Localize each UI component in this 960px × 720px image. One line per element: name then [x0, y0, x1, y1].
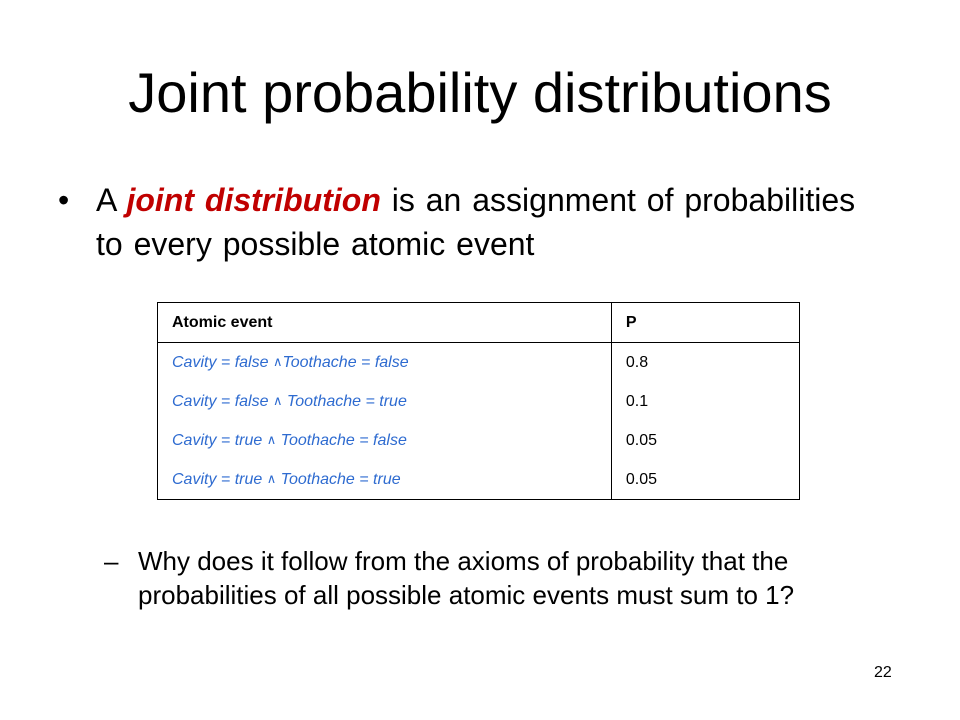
cavity-text: Cavity = true: [172, 431, 267, 449]
page-number: 22: [874, 664, 892, 681]
bullet-text: [96, 178, 878, 266]
sub-bullet-text: Why does it follow from the axioms of probability that the probabilities of all possible atomic events must sum to 1?: [138, 546, 795, 610]
toothache-text: Toothache = false: [276, 431, 407, 449]
and-symbol-icon: ∧: [272, 392, 283, 408]
cavity-text: Cavity = false: [172, 353, 273, 371]
table-row: [158, 421, 800, 460]
atomic-event-cell: [158, 421, 612, 460]
probability-cell: 0.8: [611, 343, 799, 383]
sub-bullet-symbol: –: [104, 546, 119, 576]
sub-bullet: [104, 544, 884, 612]
table-row: [158, 460, 800, 500]
atomic-event-cell: [158, 382, 612, 421]
and-symbol-icon: ∧: [266, 431, 277, 447]
and-symbol-icon: ∧: [272, 353, 283, 369]
table-row: [158, 382, 800, 421]
toothache-text: Toothache = true: [282, 392, 407, 410]
header-atomic-event: Atomic event: [158, 303, 612, 343]
table-row: [158, 343, 800, 383]
bullet-point: [58, 178, 878, 266]
toothache-text: Toothache = true: [276, 470, 401, 488]
atomic-event-cell: [158, 343, 612, 383]
probability-cell: 0.05: [611, 460, 799, 500]
cavity-text: Cavity = false: [172, 392, 273, 410]
bullet-symbol: •: [58, 182, 70, 218]
atomic-event-cell: [158, 460, 612, 500]
bullet-prefix: A: [96, 182, 127, 218]
table-header-row: [158, 303, 800, 343]
joint-distribution-table: [157, 302, 800, 500]
probability-cell: 0.1: [611, 382, 799, 421]
and-symbol-icon: ∧: [266, 470, 277, 486]
header-p: P: [611, 303, 799, 343]
bullet-suffix: is an assignment of probabilities to every possible atomic event: [96, 182, 856, 262]
toothache-text: Toothache = false: [282, 353, 409, 371]
bullet-emphasis: joint distribution: [126, 182, 381, 218]
probability-cell: 0.05: [611, 421, 799, 460]
cavity-text: Cavity = true: [172, 470, 267, 488]
slide-title: Joint probability distributions: [128, 61, 832, 124]
